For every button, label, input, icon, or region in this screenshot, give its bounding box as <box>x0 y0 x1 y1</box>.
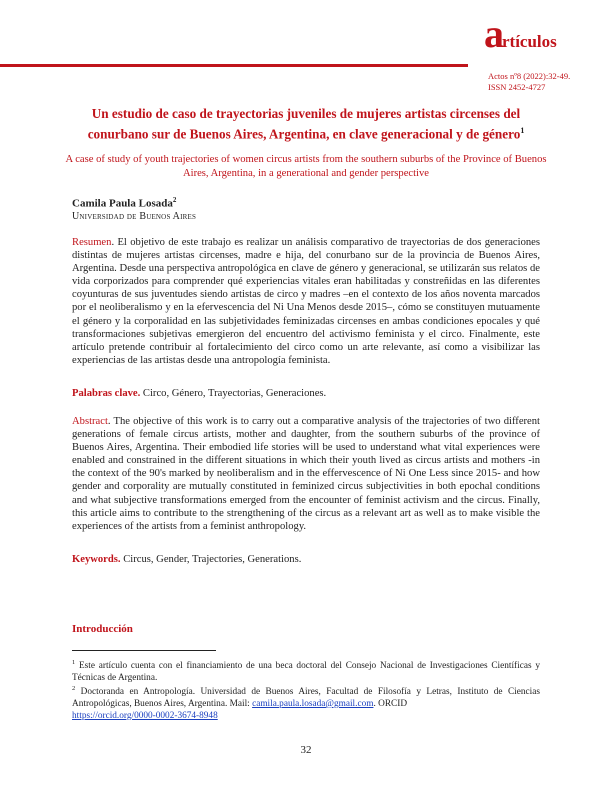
abstract-label: Abstract <box>72 416 108 427</box>
page-number: 32 <box>300 744 312 756</box>
article-title-english: A case of study of youth trajectories of women circus artists from the southern suburbs of the Province of Buenos Aires, Argentina, in a generational and gender perspective <box>65 154 547 179</box>
journal-logo <box>484 11 557 56</box>
footnote-divider <box>72 650 216 651</box>
footnote-1-text: Este artículo cuenta con el financiamiento de una beca doctoral del Consejo Nacional de Investigaciones Científicas y Técnicas de Argentina. <box>72 661 540 683</box>
palabras-clave-line <box>72 388 326 399</box>
keywords-line <box>72 554 301 565</box>
author-name <box>72 196 176 210</box>
author-affiliation: Universidad de Buenos Aires <box>72 211 197 222</box>
palabras-clave-list: Circo, Género, Trayectorias, Generaciones. <box>140 388 327 399</box>
journal-issn: ISSN 2452-4727 <box>488 82 546 92</box>
logo-initial: a <box>484 11 504 56</box>
footnote-1 <box>72 657 540 685</box>
journal-info <box>488 71 570 93</box>
journal-citation: Actos nº8 (2022):32-49. <box>488 71 571 81</box>
author-email-link[interactable]: camila.paula.losada@gmail.com <box>252 698 374 709</box>
article-title-spanish <box>60 105 552 142</box>
keywords-label: Keywords. <box>72 554 121 565</box>
abstract-text: . The objective of this work is to carry out a comparative analysis of the trajectories of two different generations of female circus artists, mother and daughter, from the southern suburbs of the province of Buenos Aires, Argentina. Their embodied life stories will be used to understand what vital experiences were enabled and constrained in the different situations in which their youth lived as circus artists and mothers -in the context of the 90's marked by neoliberalism and in the effervescence of Ni One Less since 2015- and how gender and corporality are mutually constituted in feminized circus subjectivities in both epochal conditions and what subjective transformations emerged from the encounter of feminist activism and the circus. Finally, this article aims to contribute to the strengthening of the circus as a relevant art as well as to make visible the experiences of the artists from a feminist anthropology. <box>72 416 540 532</box>
orcid-label: . ORCID <box>373 698 408 709</box>
title-es-text: Un estudio de caso de trayectorias juveniles de mujeres artistas circenses del conurbano sur de Buenos Aires, Argentina, en clave generacional y de género <box>87 106 521 142</box>
orcid-link[interactable]: https://orcid.org/0000-0002-3674-8948 <box>72 710 218 721</box>
abstract-paragraph <box>72 415 540 533</box>
title-footnote-ref[interactable]: 1 <box>520 126 525 135</box>
author-name-text: Camila Paula Losada <box>72 197 173 210</box>
resumen-label: Resumen <box>72 237 112 248</box>
resumen-text: . El objetivo de este trabajo es realizar un análisis comparativo de trayectorias de dos generaciones distintas de mujeres artistas circenses, madre e hija, del conurbano sur de la provincia de Buenos Aires, Argentina. Desde una perspectiva antropológica en clave de género y generacional, se utilizarán sus relatos de vida corporizados para comprender qué experiencias vitales eran habilitadas y constreñidas en las diferentes coyunturas de sus juventudes siendo artistas de circo y madres –en el contexto de los años noventa marcados por el neoliberalismo y en la efervescencia del Ni Una Menos desde 2015–, cómo se constituyen mutuamente el género y la corporalidad en las subjetividades feminizadas circenses en ambas condiciones epocales y qué transformaciones subjetivas emergieron del encuentro del activismo feminista y el circo. Finalmente, este artículo pretende contribuir al fortalecimiento del circo como un arte relevante, así como a visibilizar las experiencias de las artistas desde una antropología feminista. <box>72 237 540 366</box>
footnote-2-text: Doctoranda en Antropología. Universidad de Buenos Aires, Facultad de Filosofía y Letras, Instituto de Ciencias Antropológicas, Buenos Aires, Argentina. Mail: <box>72 687 540 709</box>
section-heading-introduccion: Introducción <box>72 623 133 635</box>
keywords-list: Circus, Gender, Trajectories, Generations. <box>120 554 302 565</box>
resumen-paragraph <box>72 236 540 367</box>
footnote-1-number: 1 <box>72 659 76 666</box>
footnote-2 <box>72 683 540 722</box>
footnote-2-number: 2 <box>72 685 76 692</box>
header-divider <box>0 64 468 67</box>
author-footnote-ref[interactable]: 2 <box>172 196 177 204</box>
palabras-clave-label: Palabras clave. <box>72 388 141 399</box>
logo-text: rtículos <box>502 32 557 51</box>
